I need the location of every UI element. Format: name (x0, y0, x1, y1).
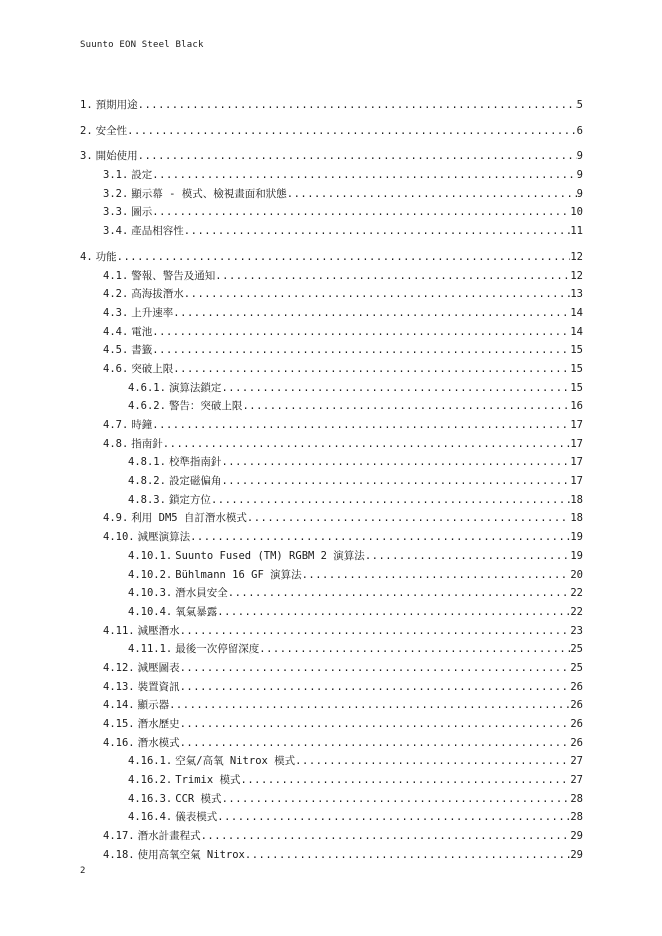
toc-leader-dots (152, 166, 576, 185)
toc-entry-title: 潛水模式 (137, 736, 180, 749)
toc-leader-dots (152, 341, 570, 360)
toc-entry-number: 1. (80, 99, 93, 111)
toc-entry-title: 設定磁偏角 (168, 475, 222, 488)
toc-leader-dots (295, 752, 570, 771)
toc-entry-number: 4.8.2. (128, 475, 166, 488)
toc-leader-dots (190, 528, 570, 547)
toc-entry-number: 4.3. (103, 306, 129, 319)
toc-entry-page: 14 (570, 325, 583, 338)
toc-entry-page: 29 (570, 830, 583, 843)
toc-entry-page: 27 (570, 755, 583, 768)
toc-entry[interactable] (80, 248, 583, 267)
toc-leader-dots (221, 472, 570, 491)
toc-leader-dots (302, 566, 571, 585)
toc-leader-dots (211, 491, 570, 510)
toc-entry-number: 4.2. (103, 288, 129, 301)
toc-leader-dots (242, 397, 570, 416)
toc-entry-title: 氧氣暴露 (175, 605, 218, 618)
toc-entry[interactable] (80, 827, 583, 846)
toc-entry-page: 27 (570, 774, 583, 787)
toc-entry[interactable] (80, 752, 583, 771)
toc-entry-number: 3.1. (103, 169, 129, 182)
toc-entry-page: 9 (576, 187, 583, 200)
toc-entry-title: 潛水員安全 (175, 587, 228, 600)
toc-entry-title: 開始使用 (95, 150, 138, 163)
toc-entry[interactable] (80, 416, 583, 435)
table-of-contents (80, 96, 583, 865)
toc-entry-number: 4.18. (103, 848, 135, 861)
toc-entry-page: 16 (570, 400, 583, 413)
toc-entry-page: 22 (570, 587, 583, 600)
toc-entry-number: 4.11.1. (128, 643, 173, 656)
toc-entry-number: 3. (80, 150, 93, 163)
toc-entry-title: 演算法鎖定 (168, 381, 222, 394)
toc-entry[interactable] (80, 491, 583, 510)
toc-leader-dots (228, 584, 571, 603)
toc-entry-title: 校準指南針 (168, 456, 222, 469)
toc-entry-number: 4.1. (103, 269, 129, 282)
toc-entry[interactable] (80, 640, 583, 659)
toc-entry-title: 顯示幕 - 模式、檢視畫面和狀態 (131, 187, 287, 200)
toc-entry-page: 23 (570, 624, 583, 637)
toc-entry[interactable] (80, 267, 583, 286)
toc-entry-title: Bühlmann 16 GF 演算法 (175, 568, 302, 581)
toc-entry-title: 警報、警告及通知 (131, 269, 216, 282)
toc-entry-title: 上升速率 (131, 306, 174, 319)
toc-entry-page: 12 (570, 269, 583, 282)
toc-entry[interactable] (80, 771, 583, 790)
toc-entry-title: 減壓圖表 (137, 661, 180, 674)
toc-entry-page: 15 (570, 362, 583, 375)
toc-entry-title: 顯示器 (137, 699, 170, 712)
toc-entry-number: 4.10.3. (128, 587, 173, 600)
toc-entry-number: 4.5. (103, 344, 129, 357)
toc-entry-title: 減壓潛水 (137, 624, 180, 637)
toc-entry-page: 15 (570, 344, 583, 357)
toc-leader-dots (241, 771, 571, 790)
toc-entry-number: 4.10.1. (128, 549, 173, 562)
toc-entry-title: Trimix 模式 (175, 774, 241, 787)
toc-entry-page: 20 (570, 568, 583, 581)
toc-entry-number: 4.16.2. (128, 774, 173, 787)
toc-entry-page: 19 (570, 531, 583, 544)
toc-entry[interactable] (80, 696, 583, 715)
toc-entry-number: 3.2. (103, 187, 129, 200)
toc-entry-title: 高海拔潛水 (131, 288, 184, 301)
toc-entry-page: 17 (570, 475, 583, 488)
toc-entry-page: 18 (570, 493, 583, 506)
toc-entry-number: 4. (80, 250, 93, 263)
toc-entry-title: 設定 (131, 169, 153, 182)
toc-leader-dots (180, 622, 571, 641)
toc-entry-page: 12 (570, 250, 583, 263)
toc-entry-page: 26 (570, 680, 583, 693)
toc-leader-dots (184, 285, 571, 304)
toc-entry[interactable] (80, 323, 583, 342)
toc-leader-dots (152, 323, 570, 342)
toc-entry-title: 利用 DM5 自訂潛水模式 (131, 512, 247, 525)
toc-entry-number: 3.3. (103, 206, 129, 219)
toc-entry-number: 4.8. (103, 437, 129, 450)
toc-leader-dots (138, 96, 577, 115)
toc-leader-dots (180, 715, 571, 734)
toc-leader-dots (287, 185, 577, 204)
toc-entry-page: 10 (570, 206, 583, 219)
toc-entry-number: 4.9. (103, 512, 129, 525)
toc-entry-page: 18 (570, 512, 583, 525)
toc-entry-title: 電池 (131, 325, 153, 338)
toc-entry[interactable] (80, 341, 583, 360)
toc-entry[interactable] (80, 509, 583, 528)
toc-entry-number: 3.4. (103, 225, 129, 238)
toc-entry-page: 14 (570, 306, 583, 319)
toc-leader-dots (163, 435, 571, 454)
toc-entry[interactable] (80, 808, 583, 827)
toc-entry-title: 指南針 (131, 437, 163, 450)
toc-entry-title: 使用高氧空氣 Nitrox (137, 848, 245, 861)
toc-entry-number: 4.7. (103, 419, 129, 431)
toc-entry-number: 4.11. (103, 624, 135, 637)
toc-leader-dots (217, 808, 570, 827)
toc-entry-title: 圖示 (131, 206, 153, 219)
toc-entry-title: 潛水歷史 (137, 718, 180, 730)
toc-entry[interactable] (80, 122, 583, 141)
toc-entry-title: CCR 模式 (175, 792, 222, 805)
toc-entry[interactable] (80, 603, 583, 622)
toc-leader-dots (221, 379, 570, 398)
toc-entry-page: 26 (570, 736, 583, 749)
toc-entry-page: 11 (570, 225, 583, 238)
toc-entry-title: 最後一次停留深度 (175, 643, 260, 656)
toc-entry-number: 4.16.3. (128, 792, 173, 805)
toc-entry-title: 預期用途 (95, 99, 138, 111)
toc-entry-number: 4.13. (103, 680, 135, 693)
toc-entry[interactable] (80, 622, 583, 641)
toc-entry[interactable] (80, 678, 583, 697)
toc-entry-number: 4.10. (103, 531, 135, 544)
toc-entry-number: 4.15. (103, 718, 135, 730)
toc-leader-dots (180, 659, 571, 678)
toc-entry-number: 2. (80, 124, 93, 137)
toc-entry-page: 5 (576, 99, 583, 111)
toc-entry-page: 26 (570, 699, 583, 712)
toc-entry[interactable] (80, 379, 583, 398)
toc-entry[interactable] (80, 397, 583, 416)
toc-entry[interactable] (80, 453, 583, 472)
toc-leader-dots (365, 547, 571, 566)
toc-entry[interactable] (80, 846, 583, 865)
toc-entry-page: 13 (570, 288, 583, 301)
toc-entry[interactable] (80, 566, 583, 585)
toc-entry-number: 4.6.2. (128, 400, 166, 413)
toc-entry-title: 書籤 (131, 344, 153, 357)
toc-entry-title: 產品相容性 (131, 225, 184, 238)
toc-entry-page: 6 (576, 124, 583, 137)
toc-entry-title: 鎖定方位 (168, 493, 211, 506)
toc-entry-number: 4.10.2. (128, 568, 173, 581)
toc-entry-title: 時鐘 (131, 419, 153, 431)
toc-leader-dots (180, 734, 571, 753)
toc-entry[interactable] (80, 285, 583, 304)
toc-entry[interactable] (80, 203, 583, 222)
toc-entry-title: Suunto Fused (TM) RGBM 2 演算法 (175, 549, 365, 562)
toc-entry-page: 28 (570, 811, 583, 824)
toc-leader-dots (180, 678, 571, 697)
toc-entry-title: 功能 (95, 250, 117, 263)
toc-entry[interactable] (80, 360, 583, 379)
toc-entry-title: 警告：突破上限 (168, 400, 243, 413)
toc-leader-dots (173, 304, 570, 323)
toc-leader-dots (247, 509, 570, 528)
toc-leader-dots (173, 360, 570, 379)
toc-entry-page: 17 (570, 456, 583, 469)
toc-entry[interactable] (80, 472, 583, 491)
toc-entry-number: 4.4. (103, 325, 129, 338)
toc-leader-dots (184, 222, 571, 241)
toc-entry-page: 17 (570, 419, 583, 431)
toc-entry-page: 9 (576, 150, 583, 163)
toc-entry-number: 4.6. (103, 362, 129, 375)
toc-entry[interactable] (80, 734, 583, 753)
toc-entry-number: 4.10.4. (128, 605, 173, 618)
toc-entry[interactable] (80, 528, 583, 547)
toc-leader-dots (127, 122, 577, 141)
toc-entry-number: 4.14. (103, 699, 135, 712)
page-number: 2 (80, 866, 86, 876)
toc-leader-dots (117, 248, 571, 267)
toc-entry-page: 28 (570, 792, 583, 805)
toc-entry-number: 4.16. (103, 736, 135, 749)
toc-entry-number: 4.16.4. (128, 811, 173, 824)
toc-entry[interactable] (80, 147, 583, 166)
toc-entry-title: 安全性 (95, 124, 128, 137)
toc-leader-dots (152, 416, 570, 435)
toc-entry-page: 15 (570, 381, 583, 394)
toc-entry-page: 9 (576, 169, 583, 182)
toc-entry-number: 4.12. (103, 661, 135, 674)
toc-entry[interactable] (80, 166, 583, 185)
toc-entry-title: 減壓演算法 (137, 531, 191, 544)
toc-entry-number: 4.17. (103, 830, 135, 843)
toc-leader-dots (215, 267, 570, 286)
toc-leader-dots (259, 640, 570, 659)
toc-entry-title: 潛水計畫程式 (137, 830, 201, 843)
toc-entry[interactable] (80, 715, 583, 734)
toc-entry[interactable] (80, 222, 583, 241)
toc-entry-page: 22 (570, 605, 583, 618)
toc-entry-number: 4.6.1. (128, 381, 166, 394)
toc-entry-page: 19 (570, 549, 583, 562)
toc-entry[interactable] (80, 304, 583, 323)
toc-entry-number: 4.16.1. (128, 755, 173, 768)
toc-entry[interactable] (80, 547, 583, 566)
toc-entry-page: 25 (570, 661, 583, 674)
toc-entry[interactable] (80, 584, 583, 603)
toc-leader-dots (201, 827, 571, 846)
toc-leader-dots (217, 603, 570, 622)
toc-leader-dots (222, 790, 571, 809)
toc-entry-number: 4.8.1. (128, 456, 166, 469)
toc-entry[interactable] (80, 790, 583, 809)
toc-entry-title: 儀表模式 (175, 811, 218, 824)
toc-leader-dots (169, 696, 570, 715)
toc-leader-dots (152, 203, 570, 222)
toc-entry[interactable] (80, 435, 583, 454)
toc-entry-title: 裝置資訊 (137, 680, 180, 693)
toc-entry[interactable] (80, 659, 583, 678)
toc-entry-page: 26 (570, 718, 583, 730)
running-header: Suunto EON Steel Black (80, 40, 204, 50)
toc-leader-dots (138, 147, 577, 166)
toc-entry[interactable] (80, 96, 583, 115)
toc-entry-title: 突破上限 (131, 362, 174, 375)
toc-leader-dots (221, 453, 570, 472)
toc-entry-page: 25 (570, 643, 583, 656)
toc-entry-number: 4.8.3. (128, 493, 166, 506)
toc-leader-dots (245, 846, 570, 865)
toc-entry-title: 空氣/高氧 Nitrox 模式 (175, 755, 296, 768)
toc-entry[interactable] (80, 185, 583, 204)
toc-entry-page: 17 (570, 437, 583, 450)
toc-entry-page: 29 (570, 848, 583, 861)
